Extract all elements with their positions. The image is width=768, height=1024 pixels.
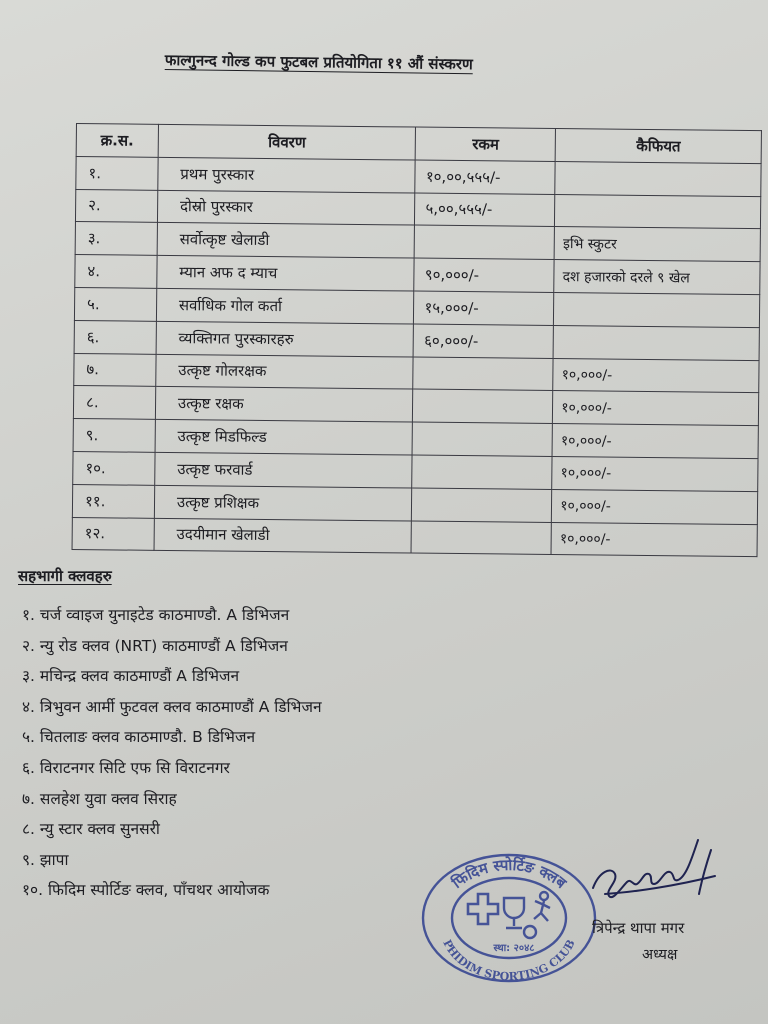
row-sn: ६. [74,320,156,354]
list-item: ९. झापा [22,850,69,869]
row-amount [413,357,553,391]
row-description: प्रथम पुरस्कार [158,157,416,192]
row-remarks: इभि स्कुटर [554,227,760,262]
row-description: म्यान अफ द म्याच [157,256,415,291]
handwritten-signature [585,836,735,914]
row-sn: १०. [73,451,155,485]
row-remarks: १०,०००/- [553,391,759,426]
signatory-name: त्रिपेन्द्र थापा मगर [592,919,685,937]
table-row [72,517,757,557]
row-amount [413,389,553,423]
row-description: उत्कृष्ट रक्षक [155,387,413,422]
row-description: सर्वाधिक गोल कर्ता [156,288,414,323]
row-amount: ९०,०००/- [414,258,554,292]
list-item: १. चर्ज व्वाइज युनाइटेड काठमाण्डौ. A डिभिजन [22,606,290,624]
document-title: फाल्गुनन्द गोल्ड कप फुटबल प्रतियोगिता ११ औं संस्करण [164,50,473,74]
header-sn: क्र.स. [76,124,158,158]
stamp-bottom-text: PHIDIM SPORTING CLUB [440,937,578,984]
club-seal-stamp [420,852,598,984]
row-sn: ९. [73,419,155,453]
list-item: ४. त्रिभुवन आर्मी फुटवल क्लव काठमाण्डौं A डिभिजन [22,697,322,716]
row-sn: ८. [73,386,155,420]
football-player-icon [524,892,550,938]
row-sn: २. [75,189,157,223]
list-item: ५. चितलाङ क्लव काठमाण्डौ. B डिभिजन [22,728,256,747]
row-description: सर्वोत्कृष्ट खेलाडी [157,223,415,258]
row-amount [411,521,551,555]
row-description: उदयीमान खेलाडी [154,518,412,553]
row-remarks: १०,०००/- [552,424,758,459]
list-item: ३. मचिन्द्र क्लव काठमाण्डौं A डिभिजन [22,667,240,686]
row-description: दोस्रो पुरस्कार [157,190,415,225]
prize-table [72,123,762,558]
row-sn: १. [76,156,158,190]
signatory-title: अध्यक्ष [642,947,678,963]
medical-cross-icon [468,894,498,924]
row-amount: १५,०००/- [414,291,554,325]
row-sn: ७. [74,353,156,387]
row-amount [412,488,552,522]
list-item: ७. सलहेश युवा क्लव सिराह [22,789,177,808]
row-amount: ५,००,५५५/- [415,193,555,227]
row-description: व्यक्तिगत पुरस्कारहरु [156,321,414,356]
list-item: ८. न्यु स्टार क्लव सुनसरी [22,820,160,839]
header-remarks: कैफियत [555,129,761,164]
list-item: १०. फिदिम स्पोर्टिङ क्लव, पाँचथर आयोजक [22,881,270,900]
row-remarks: १०,०००/- [553,358,759,393]
row-amount: ६०,०००/- [413,324,553,358]
club-list [22,600,322,906]
row-description: उत्कृष्ट गोलरक्षक [156,354,414,389]
row-remarks: १०,०००/- [552,456,758,491]
row-sn: ५. [74,287,156,321]
stamp-established: स्था: २०४८ [493,943,535,954]
row-description: उत्कृष्ट फरवार्ड [155,452,413,487]
row-remarks: १०,०००/- [551,522,757,557]
row-sn: ३. [75,222,157,256]
row-remarks [555,194,761,229]
row-sn: ११. [72,484,154,518]
list-item: २. न्यु रोड क्लव (NRT) काठमाण्डौं A डिभिजन [22,636,288,655]
trophy-icon [504,898,524,928]
row-description: उत्कृष्ट प्रशिक्षक [154,485,412,520]
row-sn: ४. [75,255,157,289]
stamp-top-text: फिदिम स्पोर्टिङ क्लब [448,855,570,893]
row-remarks [553,325,759,360]
row-amount [412,422,552,456]
header-description: विवरण [158,124,416,159]
clubs-heading: सहभागी क्लवहरु [18,567,112,585]
row-remarks [555,161,761,196]
row-amount: १०,००,५५५/- [415,160,555,194]
list-item: ६. विराटनगर सिटि एफ सि विराटनगर [22,758,230,777]
row-remarks: १०,०००/- [552,489,758,524]
row-sn: १२. [72,517,154,551]
row-amount [412,455,552,489]
header-amount: रकम [416,127,556,161]
row-description: उत्कृष्ट मिडफिल्ड [155,420,413,455]
row-amount [415,225,555,259]
row-remarks: दश हजारको दरले ९ खेल [554,260,760,295]
row-remarks [554,292,760,327]
